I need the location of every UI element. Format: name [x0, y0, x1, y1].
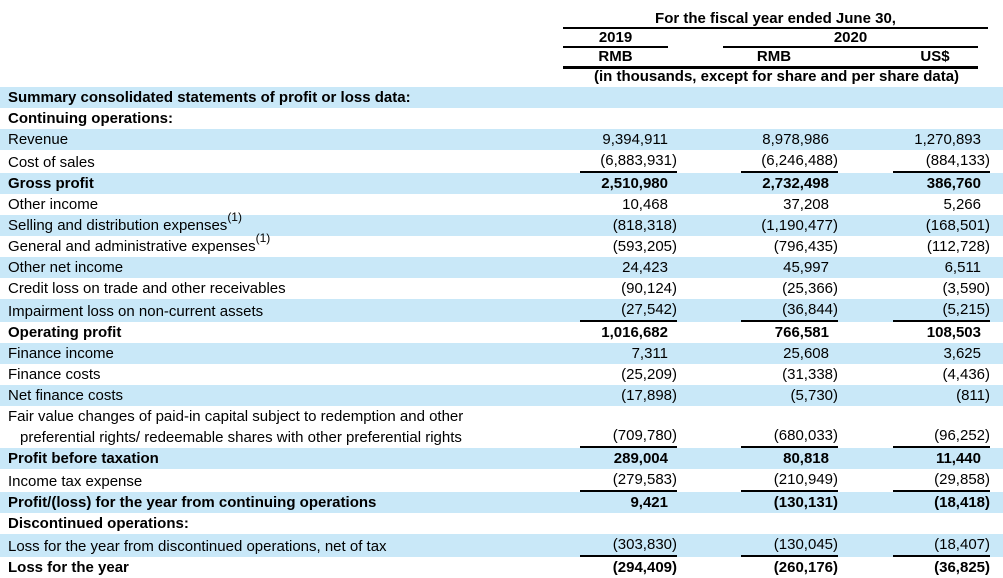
value-2019-rmb: 10,468 [622, 196, 668, 213]
value-2019-rmb: (6,883,931) [557, 150, 677, 173]
value-2020-usd: (5,215) [838, 299, 1003, 322]
row-label: Profit before taxation [8, 450, 159, 467]
value-2020-usd: (4,436) [942, 366, 990, 383]
table-row-income-tax-expense [0, 469, 1003, 492]
value-2020-rmb: 2,732,498 [762, 175, 829, 192]
value-2020-usd: 1,270,893 [914, 131, 981, 148]
value-2020-usd: (811) [956, 387, 990, 404]
value-2019-rmb: 7,311 [631, 345, 668, 362]
value-2020-usd: (884,133) [838, 150, 1003, 173]
table-row-net-finance-costs [0, 385, 1003, 406]
row-label: Loss for the year from discontinued operations, net of tax [8, 538, 387, 555]
row-label: Cost of sales [8, 154, 95, 171]
currency-2020-rmb-header: RMB [756, 48, 792, 65]
row-label: Selling and distribution expenses$^{(1)}$ [8, 210, 242, 234]
value-2019-rmb: (279,583) [557, 469, 677, 492]
table-row-gross-profit [0, 173, 1003, 194]
value-2020-usd: (112,728) [926, 238, 990, 255]
value-2020-usd: (36,825) [934, 559, 990, 576]
value-2019-rmb: 9,394,911 [602, 131, 668, 148]
table-row-loss-for-the-year [0, 557, 1003, 578]
table-row-other-income [0, 194, 1003, 215]
value-2020-rmb: 37,208 [783, 196, 829, 213]
table-row-operating-profit [0, 322, 1003, 343]
table-body [0, 87, 1003, 578]
value-2019-rmb: 2,510,980 [601, 175, 668, 192]
value-2020-rmb: (31,338) [782, 366, 838, 383]
table-row-other-net-income [0, 257, 1003, 278]
table-row-general-admin-expenses [0, 231, 1003, 257]
value-2020-usd: 6,511 [944, 259, 981, 276]
table-row-selling-distribution-expenses [0, 210, 1003, 236]
currency-2020-usd-header: US$ [920, 48, 950, 65]
value-2020-usd: 386,760 [926, 175, 981, 192]
value-2019-rmb: 9,421 [630, 494, 668, 511]
value-2020-usd: 108,503 [926, 324, 981, 341]
year-header-row [563, 29, 1003, 48]
row-label: Finance income [8, 345, 114, 362]
table-row-fair-value-changes [0, 406, 1003, 448]
value-2020-usd: 3,625 [943, 345, 981, 362]
value-2020-rmb: (130,045) [677, 534, 838, 557]
value-2020-usd: (29,858) [838, 469, 1003, 492]
value-2019-rmb: (303,830) [557, 534, 677, 557]
value-2020-rmb: (25,366) [782, 280, 838, 297]
value-2020-rmb: (1,190,477) [761, 217, 838, 234]
row-label: Impairment loss on non-current assets [8, 303, 264, 320]
value-2020-usd: (18,418) [934, 494, 990, 511]
row-label-line1: Fair value changes of paid-in capital subject to redemption and other [8, 408, 464, 425]
value-2020-usd: (18,407) [838, 534, 1003, 557]
value-2020-usd: (3,590) [942, 280, 990, 297]
table-row-finance-income [0, 343, 1003, 364]
row-label: Profit/(loss) for the year from continuing operations [8, 494, 377, 511]
section-row-discontinued-operations [0, 513, 1003, 534]
value-2020-usd: (168,501) [925, 217, 990, 234]
row-label: Net finance costs [8, 387, 124, 404]
table-header [0, 0, 1003, 87]
value-2020-usd: (96,252) [838, 425, 1003, 448]
value-2019-rmb: 1,016,682 [601, 324, 668, 341]
value-2020-usd: 5,266 [943, 196, 981, 213]
value-2019-rmb: (90,124) [621, 280, 677, 297]
year-2019-header: 2019 [563, 29, 668, 48]
row-label: Operating profit [8, 324, 122, 341]
table-row-finance-costs [0, 364, 1003, 385]
value-2020-rmb: (130,131) [773, 494, 838, 511]
value-2019-rmb: (25,209) [621, 366, 677, 383]
header-spacer [668, 29, 723, 48]
currency-header-row [563, 48, 1003, 66]
table-row-revenue [0, 129, 1003, 150]
value-2019-rmb: (294,409) [612, 559, 677, 576]
table-row-credit-loss [0, 278, 1003, 299]
value-2019-rmb: (17,898) [621, 387, 677, 404]
table-row-profit-before-taxation [0, 448, 1003, 469]
value-2020-rmb: 25,608 [783, 345, 829, 362]
currency-2019-rmb-header: RMB [598, 48, 633, 65]
value-2020-rmb: 45,997 [783, 259, 829, 276]
row-label: Discontinued operations: [8, 515, 189, 532]
section-row-continuing-operations [0, 108, 1003, 129]
row-label: Income tax expense [8, 473, 143, 490]
value-2020-rmb: 8,978,986 [762, 131, 829, 148]
value-2020-rmb: 80,818 [783, 450, 829, 467]
value-2020-rmb: (796,435) [773, 238, 838, 255]
value-2020-usd: 11,440 [935, 450, 981, 467]
row-label: Loss for the year [8, 559, 129, 576]
value-2019-rmb: 289,004 [613, 450, 668, 467]
value-2020-rmb: (36,844) [677, 299, 838, 322]
table-row-loss-discontinued-operations [0, 534, 1003, 557]
section-row-summary [0, 87, 1003, 108]
row-label: Finance costs [8, 366, 101, 383]
value-2020-rmb: (260,176) [773, 559, 838, 576]
footnote-marker: (1) [227, 210, 242, 224]
row-label [0, 406, 557, 448]
units-note: (in thousands, except for share and per share data) [593, 68, 960, 85]
row-label: General and administrative expenses$^{(1)}$ [8, 231, 271, 255]
row-label: Other income [8, 196, 99, 213]
row-label: Revenue [8, 131, 69, 148]
row-label: Gross profit [8, 175, 94, 192]
table-row-impairment-loss [0, 299, 1003, 322]
value-2019-rmb: (27,542) [557, 299, 677, 322]
value-2019-rmb: 24,423 [622, 259, 668, 276]
value-2020-rmb: (6,246,488) [677, 150, 838, 173]
row-label: Summary consolidated statements of profit or loss data: [8, 89, 411, 106]
value-2020-rmb: (5,730) [790, 387, 838, 404]
value-2020-rmb: 766,581 [774, 324, 829, 341]
row-label: Continuing operations: [8, 110, 173, 127]
value-2019-rmb: (593,205) [612, 238, 677, 255]
row-label: Other net income [8, 259, 124, 276]
value-2020-rmb: (680,033) [677, 425, 838, 448]
table-row-profit-loss-continuing-operations [0, 492, 1003, 513]
row-label: Credit loss on trade and other receivables [8, 280, 286, 297]
table-row-cost-of-sales [0, 150, 1003, 173]
footnote-marker: (1) [255, 231, 271, 245]
value-2020-rmb: (210,949) [677, 469, 838, 492]
value-2019-rmb: (818,318) [612, 217, 677, 234]
year-2020-header: 2020 [723, 29, 978, 48]
period-header: For the fiscal year ended June 30, [563, 10, 988, 29]
row-label-line2: preferential rights/ redeemable shares with other preferential rights [20, 429, 462, 446]
value-2019-rmb: (709,780) [557, 425, 677, 448]
